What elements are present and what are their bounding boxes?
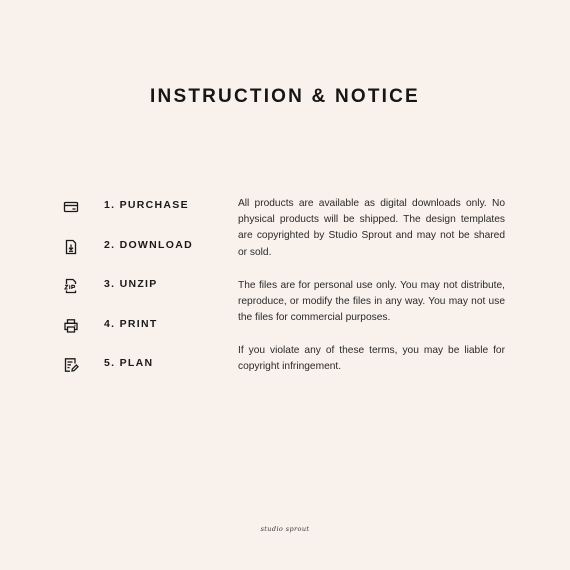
printer-icon [63, 318, 79, 334]
credit-card-icon [63, 199, 79, 215]
step-label: 3. UNZIP [104, 278, 158, 291]
notice-paragraph-violation: If you violate any of these terms, you may be liable for copyright infringement. [238, 345, 505, 373]
brand-logo: studio sprout [260, 525, 310, 533]
notice-paragraph-digital-downloads: All products are available as digital downloads only. No physical products will be shipped. The design templates are copyrighted by Studio Sprout and may not be shared or sold. [238, 198, 505, 258]
zip-file-icon [63, 278, 79, 294]
step-label: 5. PLAN [104, 357, 154, 370]
step-label: 2. DOWNLOAD [104, 238, 193, 251]
download-file-icon [63, 239, 79, 255]
step-label: 1. PURCHASE [104, 199, 189, 211]
step-label: 4. PRINT [104, 317, 158, 330]
notice-paragraph-personal-use: The files are for personal use only. You may not distribute, reproduce, or modify the files in any way. You may not use the files for commercial purposes. [238, 280, 505, 324]
page-title: INSTRUCTION & NOTICE [150, 86, 420, 107]
planner-edit-icon [63, 357, 79, 373]
